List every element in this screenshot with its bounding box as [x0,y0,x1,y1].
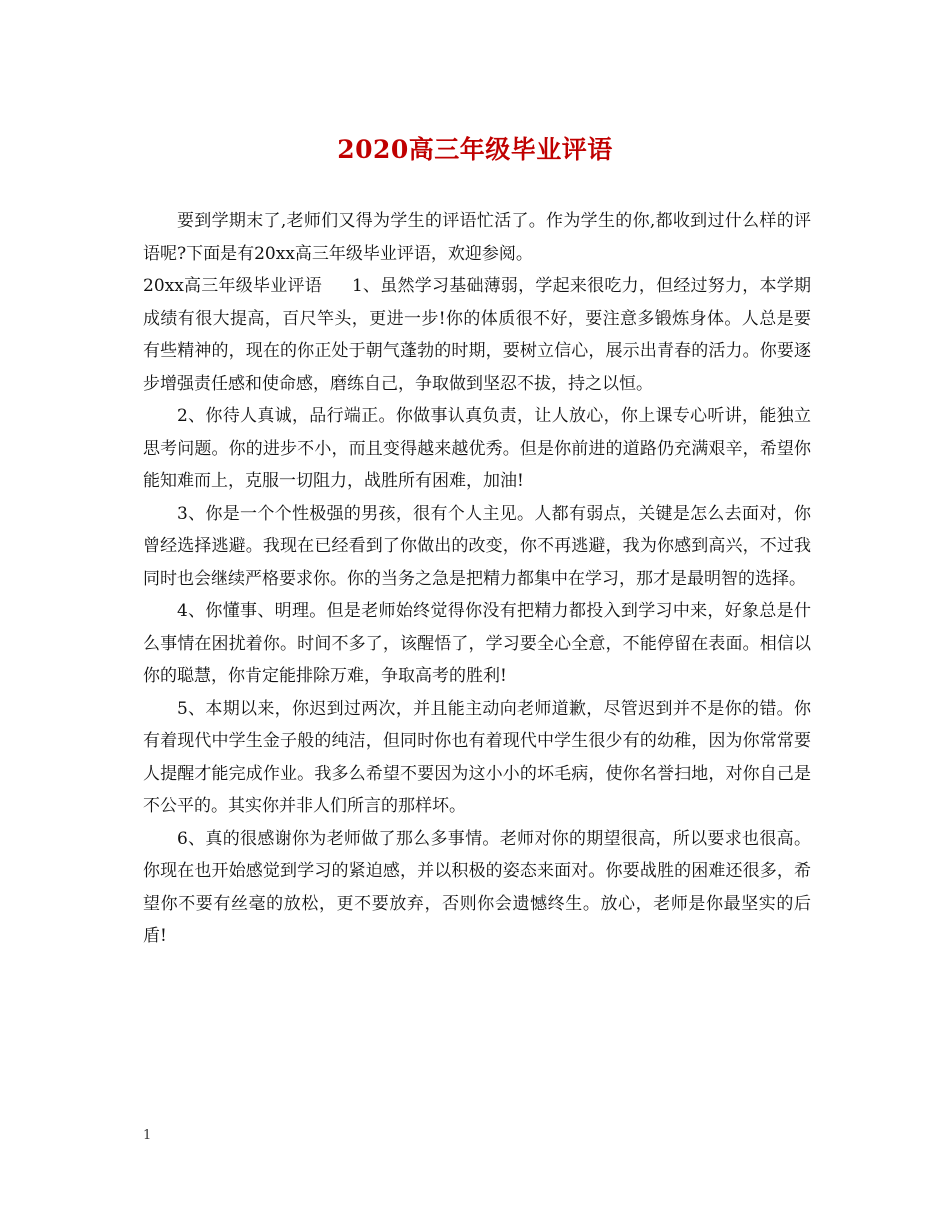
page-number: 1 [143,1128,152,1143]
item-4-paragraph: 4、你懂事、明理。但是老师始终觉得你没有把精力都投入到学习中来，好象总是什么事情在困扰着你。时间不多了，该醒悟了，学习要全心全意，不能停留在表面。相信以你的聪慧，你肯定能排除万难，争取高考的胜利! [143,601,811,686]
item-5-paragraph: 5、本期以来，你迟到过两次，并且能主动向老师道歉，尽管迟到并不是你的错。你有着现代中学生金子般的纯洁，但同时你也有着现代中学生很少有的幼稚，因为你常常要人提醒才能完成作业。我多么希望不要因为这小小的坏毛病，使你名誉扫地，对你自己是不公平的。其实你并非人们所言的那样坏。 [143,698,811,816]
document-title: 2020高三年级毕业评语 [337,135,613,164]
item-1-paragraph [143,270,811,400]
section-subheading: 20xx高三年级毕业评语 [143,276,322,296]
intro-paragraph: 要到学期末了,老师们又得为学生的评语忙活了。作为学生的你,都收到过什么样的评语呢?下面是有20xx高三年级毕业评语，欢迎参阅。 [143,211,811,264]
item-2-paragraph: 2、你待人真诚，品行端正。你做事认真负责，让人放心，你上课专心听讲，能独立思考问题。你的进步不小，而且变得越来越优秀。但是你前进的道路仍充满艰辛，希望你能知难而上，克服一切阻力，战胜所有困难，加油! [143,406,811,491]
item-1-text: 1、虽然学习基础薄弱，学起来很吃力，但经过努力，本学期成绩有很大提高，百尺竿头，更进一步!你的体质很不好，要注意多锻炼身体。人总是要有些精神的，现在的你正处于朝气蓬勃的时期，要树立信心，展示出青春的活力。你要逐步增强责任感和使命感，磨练自己，争取做到坚忍不拔，持之以恒。 [143,276,811,394]
document-body [143,205,811,953]
item-3-paragraph: 3、你是一个个性极强的男孩，很有个人主见。人都有弱点，关键是怎么去面对，你曾经选择逃避。我现在已经看到了你做出的改变，你不再逃避，我为你感到高兴，不过我同时也会继续严格要求你。你的当务之急是把精力都集中在学习，那才是最明智的选择。 [143,503,811,589]
item-6-paragraph: 6、真的很感谢你为老师做了那么多事情。老师对你的期望很高，所以要求也很高。你现在也开始感觉到学习的紧迫感，并以积极的姿态来面对。你要战胜的困难还很多，希望你不要有丝毫的放松，更不要放弃，否则你会遗憾终生。放心，老师是你最坚实的后盾! [143,828,811,946]
